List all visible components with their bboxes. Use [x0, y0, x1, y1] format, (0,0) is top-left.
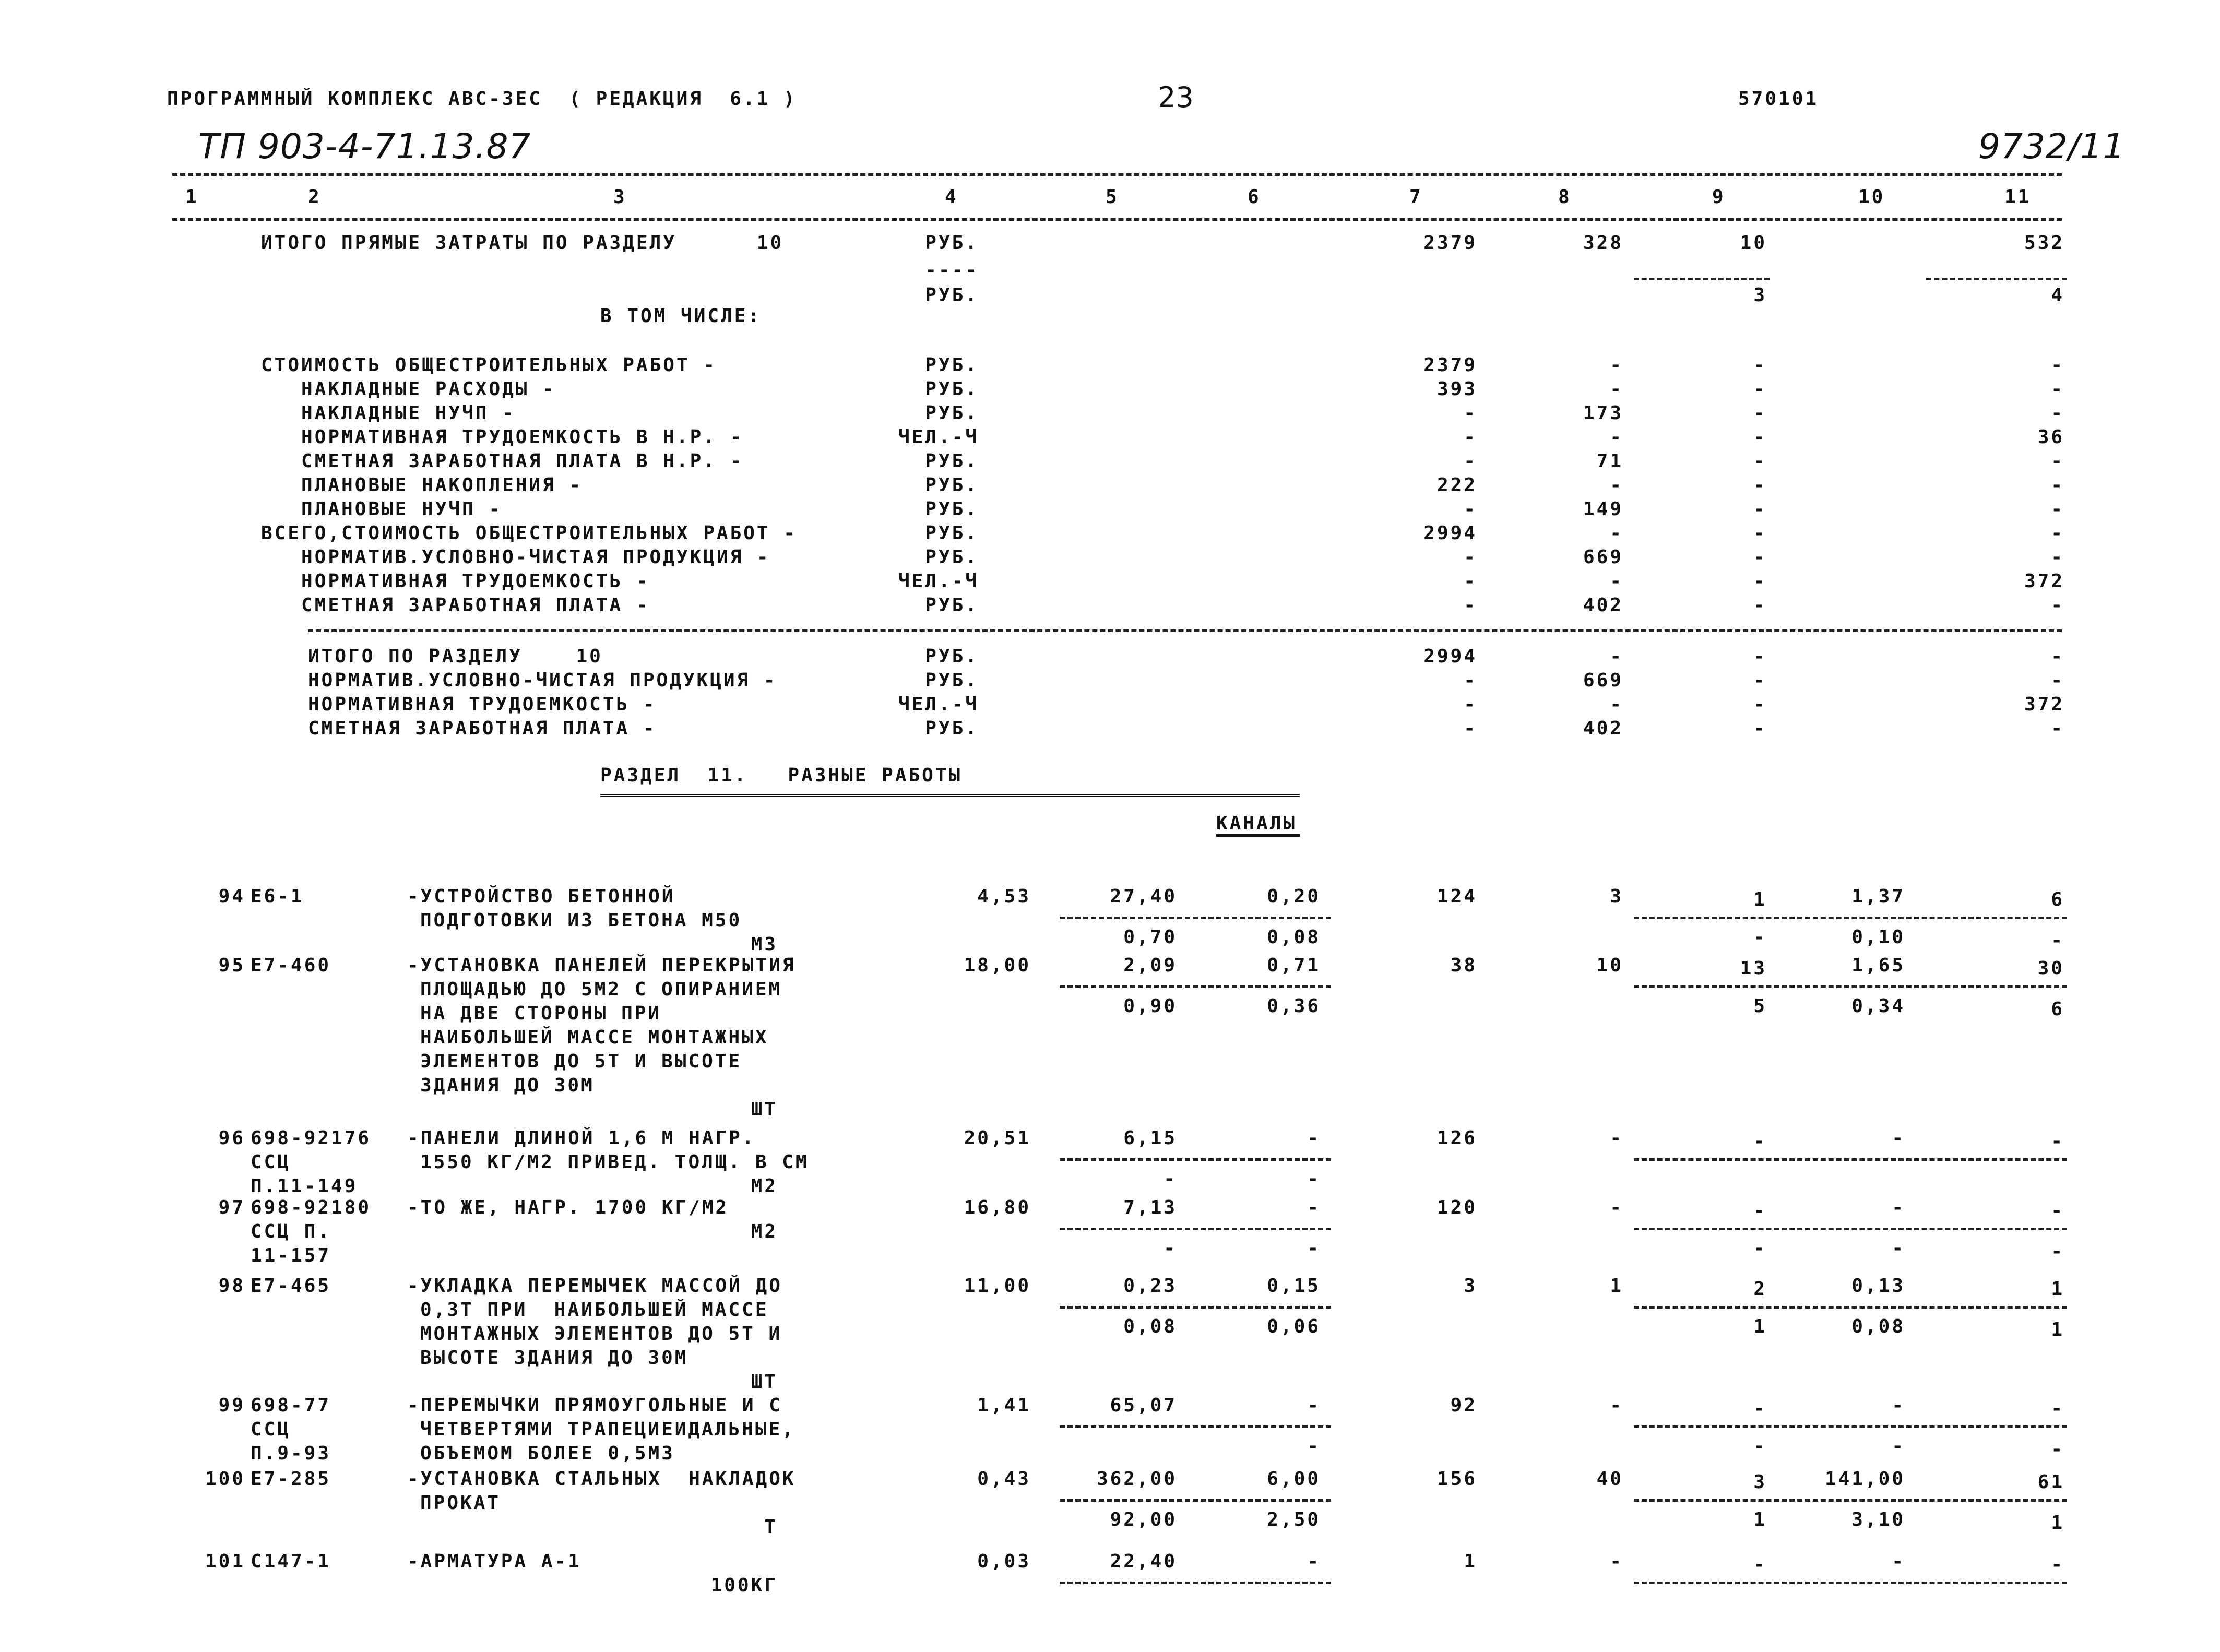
totals-col11: -	[2051, 670, 2064, 691]
item-labour-total: 1	[2051, 1278, 2064, 1300]
item-total-machine: -	[1753, 1398, 1767, 1419]
summary-unit: РУБ.	[925, 498, 979, 520]
summary-col9: -	[1753, 450, 1767, 472]
item-total-wages: 40	[1596, 1468, 1623, 1490]
item-unit-cost-wages: -	[1164, 1238, 1177, 1259]
item-description-line: ВЫСОТЕ ЗДАНИЯ ДО 30М	[420, 1347, 688, 1369]
item-total-wages: -	[1610, 1551, 1623, 1572]
item-total-cost: 124	[1437, 886, 1477, 907]
summary-col11: 36	[2037, 426, 2064, 448]
summary-col7: -	[1464, 498, 1477, 520]
column-header-1: 1	[185, 186, 199, 208]
item-machine-wages: -	[1307, 1238, 1321, 1259]
item-machine-wages: 0,08	[1267, 926, 1321, 948]
item-number: 96	[218, 1127, 245, 1149]
item-code-line2: ССЦ	[251, 1419, 291, 1440]
item-total-wages: -	[1610, 1395, 1623, 1416]
item-quantity: 0,43	[977, 1468, 1031, 1490]
item-labour-unit: -	[1892, 1551, 1905, 1572]
item-unit-cost-wages: 0,08	[1123, 1316, 1177, 1337]
totals-col11: 372	[2024, 694, 2064, 715]
item-number: 99	[218, 1395, 245, 1416]
summary-unit: РУБ.	[925, 402, 979, 424]
summary-underline-9	[1634, 278, 1770, 280]
item-machine-wages-total: 1	[1753, 1509, 1767, 1530]
item-number: 94	[218, 886, 245, 907]
summary-col11: -	[2051, 546, 2064, 568]
doc-code: 570101	[1738, 88, 1819, 110]
summary-col8: 402	[1583, 595, 1623, 616]
summary-unit: РУБ.	[925, 378, 979, 400]
item-unit-cost: 362,00	[1096, 1468, 1177, 1490]
item-rule-9-11	[1634, 1425, 2067, 1428]
summary-col11: -	[2051, 378, 2064, 400]
summary-col11: -	[2051, 498, 2064, 520]
item-labour-unit-machine: 0,34	[1851, 995, 1905, 1017]
item-total-wages: 1	[1610, 1275, 1623, 1297]
item-rule-5-6	[1060, 1158, 1331, 1161]
summary-col7: 393	[1437, 378, 1477, 400]
item-total-machine: -	[1753, 1554, 1767, 1575]
summary-unit: РУБ.	[925, 474, 979, 496]
item-labour-unit-machine: 3,10	[1851, 1509, 1905, 1530]
item-unit-cost-wages: 0,90	[1123, 995, 1177, 1017]
item-labour-total: -	[2051, 1200, 2064, 1221]
item-code: Е7-285	[251, 1468, 331, 1490]
item-rule-9-11	[1634, 1228, 2067, 1230]
totals-col11: -	[2051, 646, 2064, 667]
summary-col11: 532	[2024, 232, 2064, 254]
summary-col8: 71	[1596, 450, 1623, 472]
item-code: С147-1	[251, 1551, 331, 1572]
item-description-line: ЭЛЕМЕНТОВ ДО 5Т И ВЫСОТЕ	[420, 1051, 742, 1072]
page-number: 23	[1158, 81, 1194, 114]
item-unit-cost: 2,09	[1123, 955, 1177, 976]
summary-col9: -	[1753, 354, 1767, 376]
summary-col7: -	[1464, 450, 1477, 472]
item-code-line3: П.11-149	[251, 1175, 358, 1197]
summary-col11: 372	[2024, 571, 2064, 592]
item-machine-cost: -	[1307, 1197, 1321, 1218]
item-rule-9-11	[1634, 1158, 2067, 1161]
item-code-line2: ССЦ	[251, 1151, 291, 1173]
item-unit-cost: 7,13	[1123, 1197, 1177, 1218]
item-rule-5-6	[1060, 985, 1331, 988]
totals-unit: РУБ.	[925, 646, 979, 667]
summary-col9: -	[1753, 546, 1767, 568]
item-description-line: -УСТАНОВКА СТАЛЬНЫХ НАКЛАДОК	[407, 1468, 796, 1490]
summary-col9: -	[1753, 402, 1767, 424]
item-labour-total-machine: -	[2051, 930, 2064, 951]
item-total-cost: 156	[1437, 1468, 1477, 1490]
item-labour-unit-machine: 0,10	[1851, 926, 1905, 948]
item-rule-5-6	[1060, 917, 1331, 919]
column-header-10: 10	[1858, 186, 1885, 208]
column-header-6: 6	[1248, 186, 1261, 208]
summary-label: ИТОГО ПРЯМЫЕ ЗАТРАТЫ ПО РАЗДЕЛУ 10	[261, 232, 784, 254]
summary-col9: -	[1753, 426, 1767, 448]
column-header-8: 8	[1558, 186, 1572, 208]
item-total-cost: 1	[1464, 1551, 1477, 1572]
project-number: ТП 903-4-71.13.87	[198, 126, 531, 167]
item-unit-cost: 27,40	[1110, 886, 1177, 907]
item-code-line3: 11-157	[251, 1245, 331, 1266]
item-quantity: 1,41	[977, 1395, 1031, 1416]
item-code: 698-77	[251, 1395, 331, 1416]
summary-col8: 149	[1583, 498, 1623, 520]
item-number: 100	[205, 1468, 245, 1490]
item-machine-cost: 0,15	[1267, 1275, 1321, 1297]
item-labour-unit: 1,65	[1851, 955, 1905, 976]
item-machine-cost: 0,71	[1267, 955, 1321, 976]
summary-col11: -	[2051, 402, 2064, 424]
item-machine-cost: 0,20	[1267, 886, 1321, 907]
item-description-line: -УСТАНОВКА ПАНЕЛЕЙ ПЕРЕКРЫТИЯ	[407, 955, 796, 976]
item-machine-wages: -	[1307, 1435, 1321, 1457]
totals-col9: -	[1753, 646, 1767, 667]
totals-label: НОРМАТИВ.УСЛОВНО-ЧИСТАЯ ПРОДУКЦИЯ -	[308, 670, 777, 691]
summary-col8: 173	[1583, 402, 1623, 424]
summary-unit: ЧЕЛ.-Ч	[898, 426, 979, 448]
item-machine-wages-total: 5	[1753, 995, 1767, 1017]
item-total-wages: -	[1610, 1197, 1623, 1218]
section-title-underline	[600, 794, 1300, 800]
totals-col9: -	[1753, 718, 1767, 739]
item-labour-unit: -	[1892, 1197, 1905, 1218]
item-labour-unit: -	[1892, 1127, 1905, 1149]
section-subtitle: КАНАЛЫ	[1216, 813, 1297, 834]
summary-unit: РУБ.	[925, 595, 979, 616]
totals-col8: 402	[1583, 718, 1623, 739]
summary-col7: -	[1464, 426, 1477, 448]
totals-col8: -	[1610, 646, 1623, 667]
item-machine-wages: -	[1307, 1168, 1321, 1190]
item-unit: М3	[751, 934, 778, 955]
summary-col8: -	[1610, 571, 1623, 592]
item-total-cost: 3	[1464, 1275, 1477, 1297]
summary-col7: -	[1464, 595, 1477, 616]
item-unit-cost: 65,07	[1110, 1395, 1177, 1416]
summary-col8: -	[1610, 474, 1623, 496]
item-rule-9-11	[1634, 1499, 2067, 1502]
totals-label: НОРМАТИВНАЯ ТРУДОЕМКОСТЬ -	[308, 694, 657, 715]
totals-col8: 669	[1583, 670, 1623, 691]
column-header-4: 4	[945, 186, 958, 208]
header-rule-bottom	[172, 218, 2062, 221]
item-machine-wages: 2,50	[1267, 1509, 1321, 1530]
item-labour-unit-machine: -	[1892, 1435, 1905, 1457]
item-labour-unit: 0,13	[1851, 1275, 1905, 1297]
item-total-machine: -	[1753, 1131, 1767, 1152]
totals-label: СМЕТНАЯ ЗАРАБОТНАЯ ПЛАТА -	[308, 718, 657, 739]
summary-unit: РУБ.	[925, 450, 979, 472]
item-description-line: НАИБОЛЬШЕЙ МАССЕ МОНТАЖНЫХ	[420, 1027, 769, 1048]
section-title: РАЗДЕЛ 11. РАЗНЫЕ РАБОТЫ	[600, 765, 963, 786]
summary-unit: РУБ.	[925, 232, 979, 254]
totals-col9: -	[1753, 694, 1767, 715]
item-quantity: 16,80	[964, 1197, 1031, 1218]
summary-col9: -	[1753, 595, 1767, 616]
item-total-cost: 120	[1437, 1197, 1477, 1218]
summary-col7: -	[1464, 402, 1477, 424]
summary-col7: -	[1464, 571, 1477, 592]
totals-col7: -	[1464, 694, 1477, 715]
item-machine-cost: -	[1307, 1395, 1321, 1416]
totals-unit: РУБ.	[925, 670, 979, 691]
summary-col11: -	[2051, 354, 2064, 376]
summary-col9: -	[1753, 571, 1767, 592]
summary-unit: РУБ.	[925, 284, 979, 306]
totals-col8: -	[1610, 694, 1623, 715]
column-header-7: 7	[1409, 186, 1423, 208]
summary-col7: 2994	[1423, 522, 1477, 544]
item-code-line2: ССЦ П.	[251, 1221, 331, 1242]
item-description-line: ПЛОЩАДЬЮ ДО 5М2 С ОПИРАНИЕМ	[420, 979, 782, 1000]
item-number: 101	[205, 1551, 245, 1572]
item-unit: М2	[751, 1175, 778, 1197]
item-rule-9-11	[1634, 1582, 2067, 1584]
item-machine-wages-total: -	[1753, 1435, 1767, 1457]
totals-col7: 2994	[1423, 646, 1477, 667]
summary-unit: РУБ.	[925, 354, 979, 376]
totals-unit: ЧЕЛ.-Ч	[898, 694, 979, 715]
item-labour-unit: 141,00	[1824, 1468, 1905, 1490]
item-unit-cost-wages: 0,70	[1123, 926, 1177, 948]
item-total-cost: 126	[1437, 1127, 1477, 1149]
item-labour-unit: 1,37	[1851, 886, 1905, 907]
column-header-3: 3	[613, 186, 627, 208]
summary-unit: ----	[925, 259, 979, 281]
totals-unit: РУБ.	[925, 718, 979, 739]
item-labour-unit-machine: 0,08	[1851, 1316, 1905, 1337]
item-rule-9-11	[1634, 985, 2067, 988]
item-unit-cost: 22,40	[1110, 1551, 1177, 1572]
summary-col11: 4	[2051, 284, 2064, 306]
totals-col7: -	[1464, 718, 1477, 739]
item-total-machine: 3	[1753, 1471, 1767, 1493]
summary-unit: ЧЕЛ.-Ч	[898, 571, 979, 592]
item-machine-cost: -	[1307, 1127, 1321, 1149]
summary-col8: -	[1610, 354, 1623, 376]
summary-col11: -	[2051, 474, 2064, 496]
summary-col8: -	[1610, 426, 1623, 448]
item-description-line: -УСТРОЙСТВО БЕТОННОЙ	[407, 886, 675, 907]
item-unit: ШТ	[751, 1371, 778, 1393]
item-description-line: НА ДВЕ СТОРОНЫ ПРИ	[420, 1003, 662, 1024]
summary-label: НОРМАТИВ.УСЛОВНО-ЧИСТАЯ ПРОДУКЦИЯ -	[261, 546, 770, 568]
item-description-line: ОБЪЕМОМ БОЛЕЕ 0,5М3	[420, 1443, 675, 1464]
item-quantity: 18,00	[964, 955, 1031, 976]
summary-col9: -	[1753, 498, 1767, 520]
summary-col11: -	[2051, 450, 2064, 472]
item-unit: М2	[751, 1221, 778, 1242]
item-rule-5-6	[1060, 1306, 1331, 1309]
item-number: 95	[218, 955, 245, 976]
item-machine-wages: 0,36	[1267, 995, 1321, 1017]
item-code: Е6-1	[251, 886, 304, 907]
item-labour-total-machine: -	[2051, 1241, 2064, 1262]
summary-col8: 669	[1583, 546, 1623, 568]
item-rule-9-11	[1634, 1306, 2067, 1309]
item-total-wages: 10	[1596, 955, 1623, 976]
item-total-cost: 92	[1450, 1395, 1477, 1416]
summary-col11: -	[2051, 595, 2064, 616]
totals-col11: -	[2051, 718, 2064, 739]
item-total-machine: 13	[1740, 958, 1767, 979]
item-total-machine: -	[1753, 1200, 1767, 1221]
item-labour-total: -	[2051, 1398, 2064, 1419]
item-labour-total-machine: -	[2051, 1439, 2064, 1460]
summary-label: СТОИМОСТЬ ОБЩЕСТРОИТЕЛЬНЫХ РАБОТ -	[261, 354, 717, 376]
item-total-machine: 2	[1753, 1278, 1767, 1300]
item-machine-wages-total: -	[1753, 926, 1767, 948]
item-labour-total: 61	[2037, 1471, 2064, 1493]
item-description-line: МОНТАЖНЫХ ЭЛЕМЕНТОВ ДО 5Т И	[420, 1323, 782, 1345]
summary-col9: 3	[1753, 284, 1767, 306]
summary-col9: 10	[1740, 232, 1767, 254]
item-total-wages: -	[1610, 1127, 1623, 1149]
item-description-line: -АРМАТУРА А-1	[407, 1551, 581, 1572]
summary-unit: РУБ.	[925, 546, 979, 568]
item-rule-5-6	[1060, 1499, 1331, 1502]
item-labour-total: -	[2051, 1131, 2064, 1152]
summary-label: НАКЛАДНЫЕ РАСХОДЫ -	[261, 378, 556, 400]
item-rule-5-6	[1060, 1425, 1331, 1428]
item-unit-cost: 0,23	[1123, 1275, 1177, 1297]
summary-unit: РУБ.	[925, 522, 979, 544]
sheet-number: 9732/11	[1978, 126, 2126, 167]
item-labour-total-machine: 1	[2051, 1512, 2064, 1534]
item-total-wages: 3	[1610, 886, 1623, 907]
summary-col8: -	[1610, 522, 1623, 544]
item-code: Е7-460	[251, 955, 331, 976]
totals-rule	[308, 629, 2062, 632]
item-unit-cost: 6,15	[1123, 1127, 1177, 1149]
item-rule-9-11	[1634, 917, 2067, 919]
item-machine-wages-total: -	[1753, 1238, 1767, 1259]
item-code-line3: П.9-93	[251, 1443, 331, 1464]
item-quantity: 20,51	[964, 1127, 1031, 1149]
summary-col11: -	[2051, 522, 2064, 544]
summary-col8: -	[1610, 378, 1623, 400]
item-quantity: 4,53	[977, 886, 1031, 907]
item-description-line: 1550 КГ/М2 ПРИВЕД. ТОЛЩ. В СМ	[420, 1151, 809, 1173]
item-unit-cost-wages: 92,00	[1110, 1509, 1177, 1530]
item-description-line: ЧЕТВЕРТЯМИ ТРАПЕЦИЕИДАЛЬНЫЕ,	[420, 1419, 796, 1440]
item-machine-wages-total: 1	[1753, 1316, 1767, 1337]
header-rule-top	[172, 173, 2062, 176]
item-unit: 100КГ	[710, 1575, 778, 1596]
summary-col9: -	[1753, 522, 1767, 544]
summary-col7: 2379	[1423, 232, 1477, 254]
item-description-line: -ТО ЖЕ, НАГР. 1700 КГ/М2	[407, 1197, 729, 1218]
item-quantity: 0,03	[977, 1551, 1031, 1572]
item-labour-unit: -	[1892, 1395, 1905, 1416]
item-unit: Т	[764, 1516, 778, 1538]
summary-label: ПЛАНОВЫЕ НУЧП -	[261, 498, 503, 520]
item-machine-cost: 6,00	[1267, 1468, 1321, 1490]
item-description-line: ПОДГОТОВКИ ИЗ БЕТОНА М50	[420, 910, 742, 931]
summary-label: НОРМАТИВНАЯ ТРУДОЕМКОСТЬ В Н.Р. -	[261, 426, 744, 448]
item-unit-cost-wages: -	[1164, 1168, 1177, 1190]
item-labour-total: -	[2051, 1554, 2064, 1575]
totals-label: ИТОГО ПО РАЗДЕЛУ 10	[308, 646, 603, 667]
item-total-cost: 38	[1450, 955, 1477, 976]
summary-col7: 222	[1437, 474, 1477, 496]
item-rule-5-6	[1060, 1582, 1331, 1584]
item-number: 97	[218, 1197, 245, 1218]
item-code: 698-92176	[251, 1127, 372, 1149]
summary-label: НОРМАТИВНАЯ ТРУДОЕМКОСТЬ -	[261, 571, 650, 592]
item-unit: ШТ	[751, 1099, 778, 1120]
column-header-5: 5	[1106, 186, 1119, 208]
item-description-line: -ПАНЕЛИ ДЛИНОЙ 1,6 М НАГР.	[407, 1127, 756, 1149]
item-description-line: ПРОКАТ	[420, 1492, 501, 1514]
item-number: 98	[218, 1275, 245, 1297]
item-labour-unit-machine: -	[1892, 1238, 1905, 1259]
summary-col8: 328	[1583, 232, 1623, 254]
summary-label: СМЕТНАЯ ЗАРАБОТНАЯ ПЛАТА -	[261, 595, 650, 616]
item-quantity: 11,00	[964, 1275, 1031, 1297]
summary-label: В ТОМ ЧИСЛЕ:	[600, 305, 762, 327]
item-description-line: -УКЛАДКА ПЕРЕМЫЧЕК МАССОЙ ДО	[407, 1275, 782, 1297]
summary-label: ПЛАНОВЫЕ НАКОПЛЕНИЯ -	[261, 474, 583, 496]
summary-col7: 2379	[1423, 354, 1477, 376]
totals-col9: -	[1753, 670, 1767, 691]
summary-label: ВСЕГО,СТОИМОСТЬ ОБЩЕСТРОИТЕЛЬНЫХ РАБОТ -	[261, 522, 797, 544]
totals-col7: -	[1464, 670, 1477, 691]
summary-label: НАКЛАДНЫЕ НУЧП -	[261, 402, 516, 424]
column-header-2: 2	[308, 186, 322, 208]
item-labour-total: 30	[2037, 958, 2064, 979]
item-description-line: -ПЕРЕМЫЧКИ ПРЯМОУГОЛЬНЫЕ И С	[407, 1395, 782, 1416]
summary-col9: -	[1753, 474, 1767, 496]
item-labour-total-machine: 1	[2051, 1319, 2064, 1340]
column-header-11: 11	[2004, 186, 2032, 208]
item-rule-5-6	[1060, 1228, 1331, 1230]
summary-label: СМЕТНАЯ ЗАРАБОТНАЯ ПЛАТА В Н.Р. -	[261, 450, 744, 472]
item-code: Е7-465	[251, 1275, 331, 1297]
section-subtitle-underline	[1216, 834, 1300, 837]
item-code: 698-92180	[251, 1197, 372, 1218]
summary-col9: -	[1753, 378, 1767, 400]
item-total-machine: 1	[1753, 889, 1767, 910]
item-labour-total: 6	[2051, 889, 2064, 910]
item-machine-cost: -	[1307, 1551, 1321, 1572]
summary-underline-11	[1926, 278, 2067, 280]
item-machine-wages: 0,06	[1267, 1316, 1321, 1337]
column-header-9: 9	[1712, 186, 1726, 208]
summary-col7: -	[1464, 546, 1477, 568]
program-name: ПРОГРАММНЫЙ КОМПЛЕКС АВС-3ЕС ( РЕДАКЦИЯ 6.1 )	[167, 88, 797, 110]
item-description-line: ЗДАНИЯ ДО 30М	[420, 1075, 595, 1096]
item-labour-total-machine: 6	[2051, 999, 2064, 1020]
item-description-line: 0,3Т ПРИ НАИБОЛЬШЕЙ МАССЕ	[420, 1299, 769, 1321]
